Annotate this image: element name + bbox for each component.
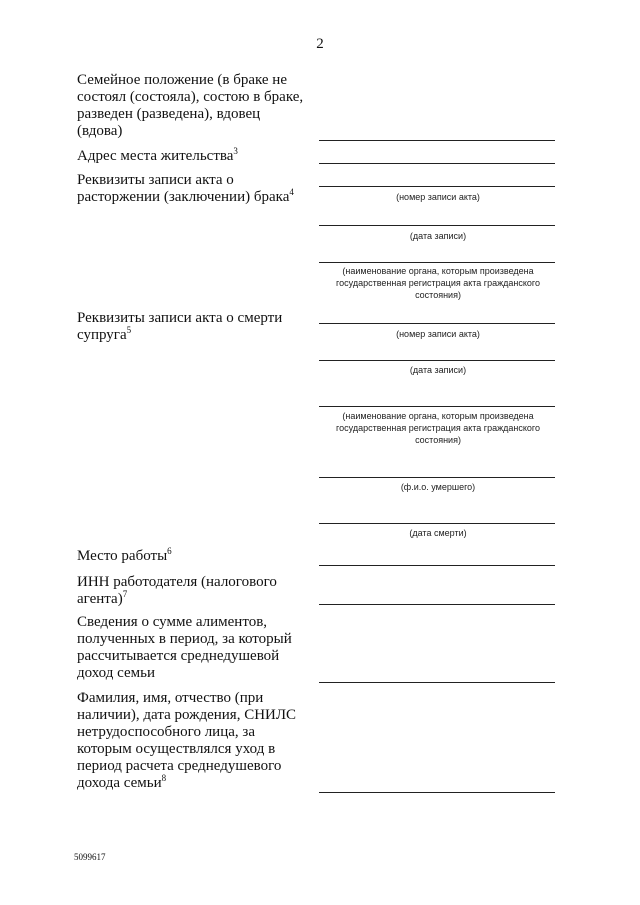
footnote-ref: 3 xyxy=(233,146,238,156)
marital-status-field[interactable] xyxy=(319,140,555,141)
footnote-ref: 5 xyxy=(126,325,132,335)
deceased-name-field[interactable] xyxy=(319,477,555,478)
footnote-ref: 8 xyxy=(161,773,167,783)
divorce-record-date-caption: (дата записи) xyxy=(409,231,467,241)
alimony-field[interactable] xyxy=(319,682,555,683)
employer-inn-field[interactable] xyxy=(319,604,555,605)
divorce-record-number-caption: (номер записи акта) xyxy=(396,192,480,202)
death-record-number-field[interactable] xyxy=(319,323,555,324)
death-record-authority-caption: (наименование органа, которым произведена государственная регистрация акта гражданского состояния) xyxy=(336,411,540,445)
marital-status-label: Семейное положение (в браке не состоял (состояла), состою в браке, разведен (разведена), вдовец (вдова) xyxy=(77,72,304,139)
employer-inn-label: ИНН работодателя (налогового агента)$^7$ xyxy=(77,574,277,607)
divorce-record-authority-caption: (наименование органа, которым произведена государственная регистрация акта гражданского состояния) xyxy=(336,266,540,300)
deceased-name-caption: (ф.и.о. умершего) xyxy=(400,482,476,492)
page-number: 2 xyxy=(316,36,324,52)
death-record-number-caption: (номер записи акта) xyxy=(396,329,480,339)
alimony-label: Сведения о сумме алиментов, полученных в период, за который рассчитывается среднедушевой доход семьи xyxy=(77,614,292,681)
footnote-ref: 4 xyxy=(289,187,294,197)
death-record-authority-field[interactable] xyxy=(319,406,555,407)
disabled-person-field[interactable] xyxy=(319,792,555,793)
death-record-label: Реквизиты записи акта о смерти супруга$^5$ xyxy=(77,310,283,343)
workplace-field[interactable] xyxy=(319,565,555,566)
death-date-caption: (дата смерти) xyxy=(409,528,467,538)
residence-address-label: Адрес места жительства$^3$ xyxy=(77,146,238,164)
death-record-date-field[interactable] xyxy=(319,360,555,361)
divorce-record-authority-field[interactable] xyxy=(319,262,555,263)
divorce-record-date-field[interactable] xyxy=(319,225,555,226)
divorce-record-number-field[interactable] xyxy=(319,186,555,187)
death-date-field[interactable] xyxy=(319,523,555,524)
workplace-label: Место работы$^6$ xyxy=(77,546,172,564)
death-record-date-caption: (дата записи) xyxy=(409,365,467,375)
disabled-person-label: Фамилия, имя, отчество (при наличии), дата рождения, СНИЛС нетрудоспособного лица, за которым осуществлялся уход в период расчета среднедушевого дохода семьи$^8$ xyxy=(77,690,297,791)
divorce-record-label: Реквизиты записи акта о расторжении (заключении) брака$^4$ xyxy=(77,172,294,205)
footnote-ref: 7 xyxy=(122,589,128,599)
footnote-ref: 6 xyxy=(167,546,172,556)
residence-address-field[interactable] xyxy=(319,163,555,164)
document-code: 5099617 xyxy=(74,852,106,862)
